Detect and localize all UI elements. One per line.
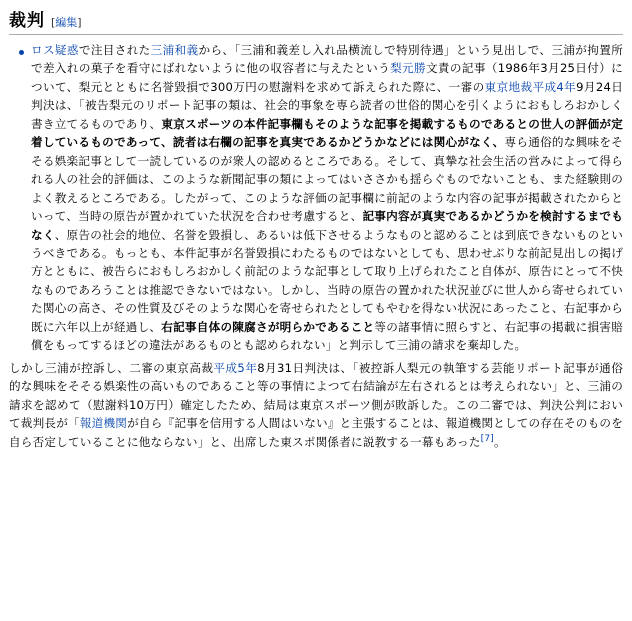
reference-superscript [481,434,494,444]
bold-quote-1: 東京スポーツの本件記事欄もそのような記事を掲載するものであるとの世人の評価が定着しているものであって、読者は右欄の記事を真実であるかどうかなどには関心がなく、 [31,116,623,150]
edit-section-link-wrap: [編集] [51,16,82,29]
link-heisei-4[interactable]: 平成4年 [532,79,577,94]
section-heading: 裁判 [9,11,45,31]
link-houdou-kikan[interactable]: 報道機関 [79,416,128,431]
bold-quote-3: 右記事自体の陳腐さが明らかであること [161,319,375,334]
bold-quote-2: 記事内容が真実であるかどうかを検討するまでもなく [31,209,624,242]
section-heading-row [9,6,623,35]
edit-section-link[interactable]: 編集 [55,16,78,29]
bullet-icon [19,50,24,55]
list-item-text: ロス疑惑で注目された三浦和義から、「三浦和義差し入れ品横流しで特別待遇」という見出しで、三浦が拘置所で差入れの菓子を看守にばれないように他の収容者に与えたという梨元勝文責の記事（1986年3月25日付）について、梨元とともに名誉毀損で300万円の慰謝料を求めて訴えられた際に、一審の東京地裁平成4年9月24日判決は、「被告梨元のリポート記事の類は、社会的事象を専ら読者の世俗的関心を引くようにおもしろおかしく書き立てるものであり、東京スポーツの本件記事欄もそのような記事を掲載するものであるとの世人の評価が定着しているものであって、読者は右欄の記事を真実であるかどうかなどには関心がなく、専ら通俗的な興味をそそる娯楽記事として一読しているのが衆人の認めるところである。そして、真摯な社会生活の営みによって得られる人の社会的評価は、このような新聞記事の類によってはいささかも揺らぐものでないことも、また経験則のよく教えるところである。したがって、このような評価の記事欄に前記のような内容の記事が掲載されたからといって、当時の原告が置かれていた状況を合わせ考慮すると、記事内容が真実であるかどうかを検討するまでもなく、原告の社会的地位、名誉を毀損し、あるいは低下させるようなものと認めることは到底できないものというべきである。もっとも、本件記事が名誉毀損にわたるものではないとしても、思わせぶりな前記見出しの掲げ方とともに、被告らにおもしろおかしく前記のような記事として取り上げられたこと自体が、原告にとって不快なものであろうことは推認できないではない。しかし、当時の原告の置かれた状況並びに世人から寄せられていた関心の高さ、その性質及びそのような関心を寄せられたとしてもやむを得ない状況にあったこと、右記事から既に六年以上が経過し、右記事自体の陳腐さが明らかであること等の諸事情に照らすと、右記事の掲載に損害賠償をもってするほどの違法があるものとも認められない」と判示して三浦の請求を棄却した。 [31,43,624,353]
body-paragraph: しかし三浦が控訴し、二審の東京高裁平成5年8月31日判決は、「被控訴人梨元の執筆する芸能リポート記事が通俗的な興味をそそる娯楽性の高いものであること等の事情によつて右結論が左右されるとは考えられない」と、三浦の請求を認めて（慰謝料10万円）確定したため、結局は東京スポーツ側が敗訴した。この二審では、判決公判において裁判長が「報道機関が自ら『記事を信用する人間はいない』と主張することは、報道機関としての存在そのものを自ら否定していることに他ならない」と、出席した東スポ関係者に説教する一幕もあった[7]。 [9,360,623,449]
reference-link-7[interactable]: [7] [480,433,494,444]
link-heisei-5[interactable]: 平成5年 [213,360,258,375]
link-tokyo-district-court[interactable]: 東京地裁 [484,79,533,94]
link-ross-giwaku[interactable]: ロス疑惑 [31,43,79,57]
bullet-list [9,41,623,355]
link-miura-kazuyoshi[interactable]: 三浦和義 [150,43,199,57]
link-nashimoto-masaru[interactable]: 梨元勝 [390,61,426,76]
list-item [31,41,623,355]
